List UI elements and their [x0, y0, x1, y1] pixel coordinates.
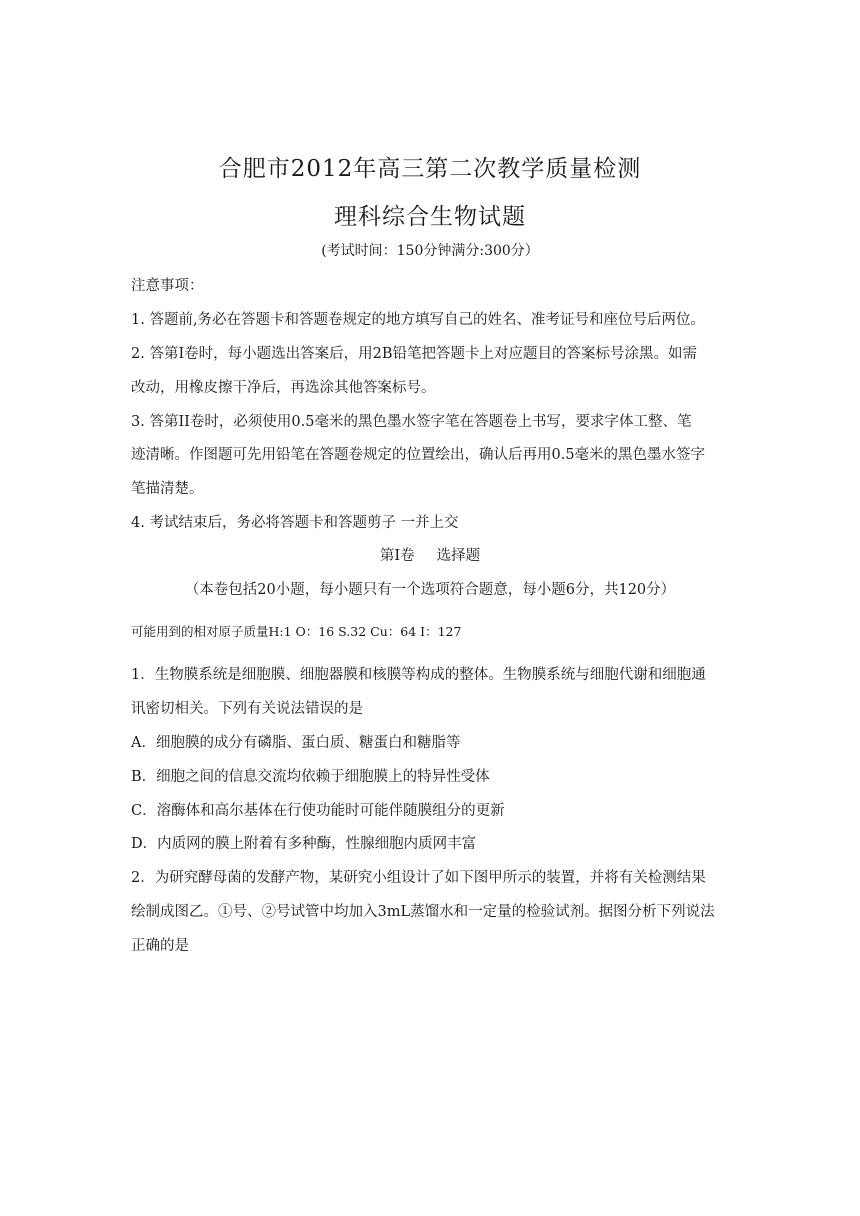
notice-line: 2. 答第I卷时，每小题选出答案后，用2B铅笔把答题卡上对应题目的答案标号涂黑。如需	[131, 346, 698, 362]
section-type: 选择题	[436, 548, 481, 564]
question-option: B．细胞之间的信息交流均依赖于细胞膜上的特异性受体	[131, 769, 490, 785]
question-option: A．细胞膜的成分有磷脂、蛋白质、糖蛋白和糖脂等	[131, 735, 461, 751]
notice-line: 笔描清楚。	[131, 481, 204, 497]
section-header	[0, 544, 860, 565]
atomic-masses: 可能用到的相对原子质量H:1 O：16 S.32 Cu：64 I：127	[131, 624, 462, 639]
notice-line: 3. 答第II卷时，必须使用0.5毫米的黑色墨水签字笔在答题卷上书写，要求字体工整、笔	[131, 414, 692, 430]
question-stem-line: 绘制成图乙。①号、②号试管中均加入3mL蒸馏水和一定量的检验试剂。据图分析下列说法	[131, 904, 715, 920]
notice-line: 4. 考试结束后，务必将答题卡和答题剪子 一并上交	[131, 515, 459, 531]
exam-subtitle: 理科综合生物试题	[334, 204, 526, 230]
question-option: D．内质网的膜上附着有多种酶，性腺细胞内质网丰富	[131, 836, 477, 852]
question-stem-line: 2．为研究酵母菌的发酵产物，某研究小组设计了如下图甲所示的装置，并将有关检测结果	[131, 870, 706, 886]
question-stem-line: 讯密切相关。下列有关说法错误的是	[131, 701, 363, 717]
notice-line: 迹清晰。作图题可先用铅笔在答题卷规定的位置绘出，确认后再用0.5毫米的黑色墨水签字	[131, 447, 706, 463]
question-stem-line: 1．生物膜系统是细胞膜、细胞器膜和核膜等构成的整体。生物膜系统与细胞代谢和细胞通	[131, 667, 706, 683]
notice-heading: 注意事项：	[131, 278, 204, 294]
exam-time-info: (考试时间：150分钟满分:300分）	[321, 243, 539, 259]
exam-title: 合肥市2012年高三第二次教学质量检测	[218, 156, 642, 182]
question-stem-line: 正确的是	[131, 938, 189, 954]
question-option: C．溶酶体和高尔基体在行使功能时可能伴随膜组分的更新	[131, 803, 505, 819]
section-description: （本卷包括20小题，每小题只有一个选项符合题意，每小题6分，共120分）	[184, 582, 676, 598]
section-name: 第I卷	[379, 548, 415, 564]
notice-line: 改动，用橡皮擦干净后，再选涂其他答案标号。	[131, 380, 436, 396]
notice-line: 1. 答题前,务必在答题卡和答题卷规定的地方填写自己的姓名、准考证号和座位号后两位。	[131, 312, 706, 328]
